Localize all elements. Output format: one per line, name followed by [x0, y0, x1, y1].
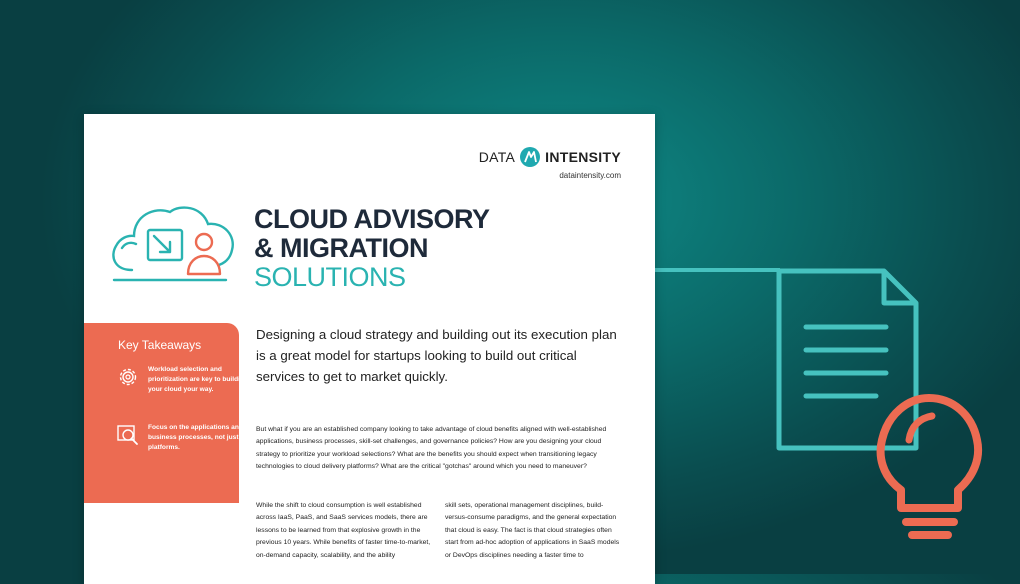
gear-icon — [116, 365, 140, 389]
takeaway-item — [116, 423, 254, 453]
brand-url: dataintensity.com — [559, 171, 621, 180]
takeaway-item — [116, 365, 254, 395]
body-column-1: While the shift to cloud consumption is well established across IaaS, PaaS, and SaaS services models, there are lessons to be learned from that explosive growth in the previous 10 years. While benefits of faster time-to-market, on-demand capacity, scalability, and the ability — [256, 502, 431, 559]
logo-mark-icon — [519, 146, 541, 168]
takeaway-text: Workload selection and prioritization are key to building your cloud your way. — [148, 366, 249, 393]
body-column-2: skill sets, operational management disciplines, build-versus-consume paradigms, and the general expectation that cloud is easy. The fact is that cloud strategies often start from ad-hoc adoption of applications in SaaS models or DevOps disciplines needing a faster time to — [445, 502, 620, 559]
takeaway-text: Focus on the applications and business processes, not just the platforms. — [148, 424, 251, 451]
title-line-1: CLOUD ADVISORY — [254, 204, 490, 234]
connector-line — [655, 266, 785, 276]
key-takeaways-heading: Key Takeaways — [118, 338, 202, 352]
title-line-2: & MIGRATION — [254, 233, 428, 263]
brand-word-data: DATA — [478, 149, 516, 165]
brand-logo — [479, 146, 621, 180]
search-icon — [116, 423, 140, 447]
key-takeaways-panel — [84, 323, 251, 503]
title-line-3: SOLUTIONS — [254, 262, 406, 292]
brand-word-intensity: INTENSITY — [545, 149, 621, 165]
brochure-page — [84, 114, 655, 584]
cloud-migration-icon — [106, 202, 240, 286]
lightbulb-icon — [876, 392, 986, 542]
page-title — [254, 205, 490, 292]
intro-text: Designing a cloud strategy and building out its execution plan is a great model for startups looking to build out critical services to get to market quickly. — [256, 327, 617, 384]
body-paragraph: But what if you are an established company looking to take advantage of cloud benefits aligned with well-established applications, business processes, skill-set challenges, and governance policies? How are you designing your cloud strategy to prioritize your workload selections? What are the benefits you should expect when transitioning legacy technologies to cloud delivery platforms? What are the critical "gotchas" around which you need to maneuver? — [256, 426, 607, 471]
